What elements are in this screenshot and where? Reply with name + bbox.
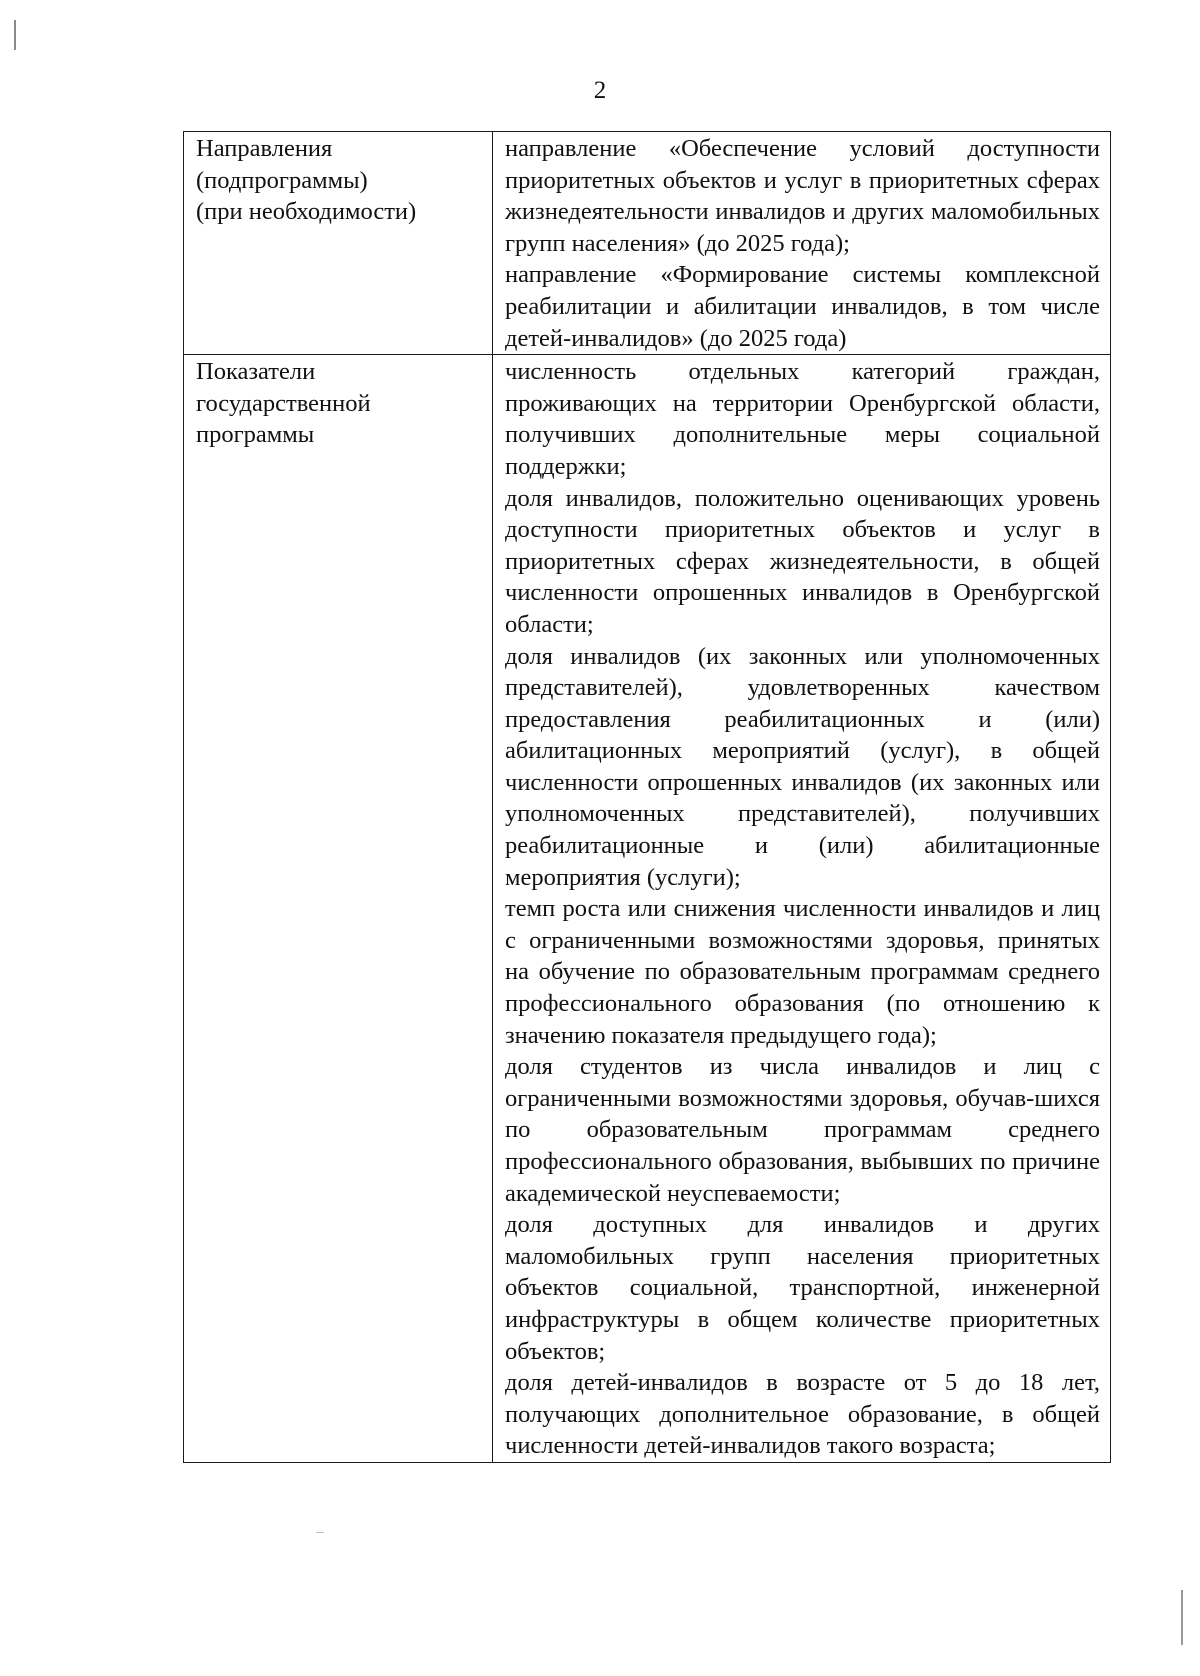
table-row-directions	[184, 132, 1111, 355]
indicator-item: доля инвалидов, положительно оценивающих уровень доступности приоритетных объектов и услуг в приоритетных сферах жизнедеятельности, в общей численности опрошенных инвалидов в Оренбургской области;	[505, 484, 1100, 638]
row-content-directions	[493, 132, 1111, 355]
indicator-item: численность отдельных категорий граждан, проживающих на территории Оренбургской области, получивших дополнительные меры социальной поддержки;	[505, 358, 1100, 480]
scan-speck	[316, 1532, 324, 1533]
scan-edge-mark-right	[1181, 1590, 1183, 1645]
scan-edge-mark-left	[14, 20, 16, 50]
indicator-item: доля доступных для инвалидов и других маломобильных групп населения приоритетных объектов социальной, транспортной, инженерной инфраструктуры в общем количестве приоритетных объектов;	[505, 1211, 1100, 1365]
row-label-line: Показатели	[196, 358, 316, 386]
page-number: 2	[593, 77, 607, 104]
indicator-item: доля инвалидов (их законных или уполномоченных представителей), удовлетворенных качеством предоставления реабилитационных и (или) абилитационных мероприятий (услуг), в общей численности опрошенных инвалидов (их законных или уполномоченных представителей), получивших реабилитационные и (или) абилитационные мероприятия (услуги);	[505, 642, 1100, 891]
row-label-line: программы	[196, 421, 315, 449]
passport-table	[183, 131, 1111, 1463]
row-label-line: государственной	[196, 389, 371, 417]
table-row-indicators	[184, 355, 1111, 1463]
row-label-line: Направления	[196, 135, 333, 162]
direction-item: направление «Обеспечение условий доступности приоритетных объектов и услуг в приоритетных сферах жизнедеятельности инвалидов и других маломобильных групп населения» (до 2025 года);	[505, 135, 1100, 257]
row-label-line: (при необходимости)	[196, 198, 417, 226]
indicator-item: темп роста или снижения численности инвалидов и лиц с ограниченными возможностями здоровья, принятых на обучение по образовательным программам среднего профессионального образования (по отношению к значению показателя предыдущего года);	[505, 895, 1100, 1049]
indicator-item: доля студентов из числа инвалидов и лиц с ограниченными возможностями здоровья, обучав-шихся по образовательным программам среднего профессионального образования, выбывших по причине академической неуспеваемости;	[505, 1053, 1100, 1207]
row-label-line: (подпрограммы)	[196, 166, 368, 194]
indicator-item: доля детей-инвалидов в возрасте от 5 до 18 лет, получающих дополнительное образование, в общей численности детей-инвалидов такого возраста;	[505, 1369, 1100, 1460]
row-label-indicators	[184, 355, 493, 1463]
direction-item: направление «Формирование системы комплексной реабилитации и абилитации инвалидов, в том числе детей-инвалидов» (до 2025 года)	[505, 261, 1100, 352]
row-label-directions	[184, 132, 493, 355]
row-content-indicators	[493, 355, 1111, 1463]
